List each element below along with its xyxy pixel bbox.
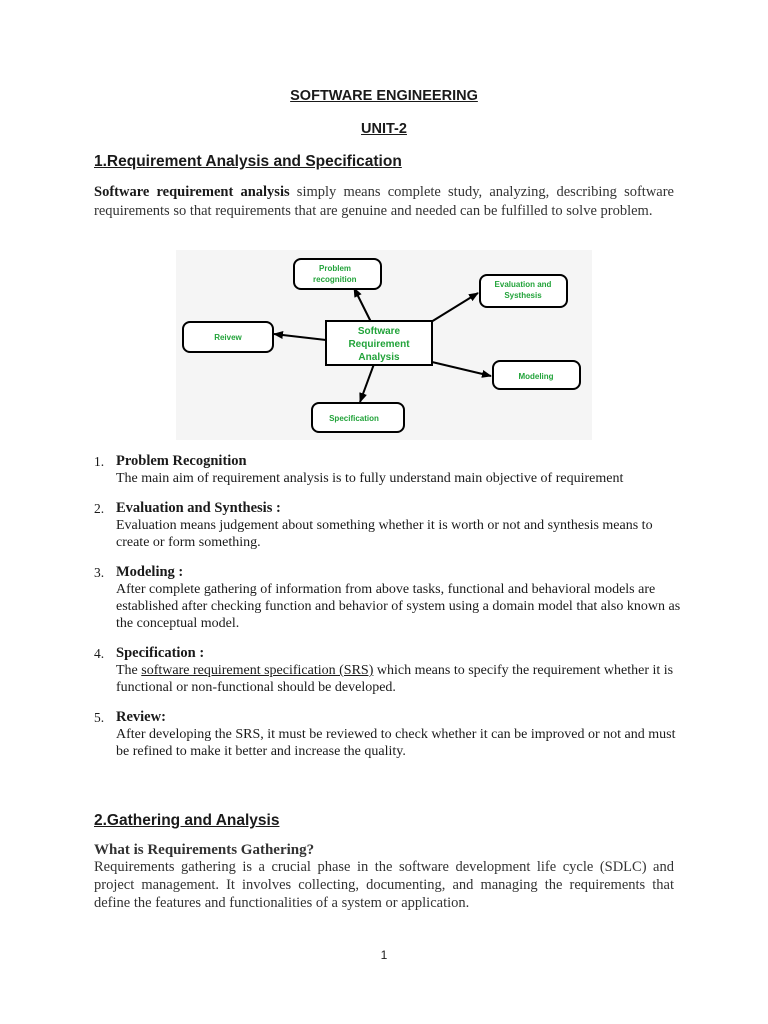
list-item	[94, 563, 684, 632]
list-item	[94, 499, 684, 551]
specification-label: Specification	[329, 414, 379, 423]
section-1-heading: 1.Requirement Analysis and Specification	[94, 153, 402, 170]
requirement-analysis-diagram	[176, 250, 592, 440]
item-body-post: which means to specify the requirement whether it is functional or non-functional should be developed.	[116, 663, 674, 695]
review-label: Reivew	[214, 333, 242, 342]
evaluation-label-1: Evaluation and	[494, 280, 552, 289]
page-number: 1	[380, 948, 388, 962]
item-heading: Specification :	[116, 645, 205, 661]
item-body: After complete gathering of information from above tasks, functional and behavioral models are established after checking function and behavior of system using a domain model that also known as the conceptual model.	[116, 582, 681, 631]
item-number: 1.	[94, 454, 105, 469]
requirement-steps-list	[94, 452, 684, 772]
list-item	[94, 708, 684, 760]
center-label-2: Requirement	[348, 339, 410, 350]
requirements-gathering-paragraph: Requirements gathering is a crucial phase in the software development life cycle (SDLC) and project management. It involves collecting, documenting, and managing the requirements that define the features and functionalities of a system or application.	[94, 859, 674, 911]
list-item	[94, 644, 684, 696]
intro-paragraph	[94, 183, 674, 220]
item-body: Evaluation means judgement about something whether it is worth or not and synthesis means to create or form something.	[116, 518, 653, 550]
list-item	[94, 452, 684, 487]
item-heading: Evaluation and Synthesis :	[116, 500, 281, 516]
item-heading: Modeling :	[116, 564, 184, 580]
problem-label-1: Problem	[319, 264, 352, 273]
modeling-label: Modeling	[518, 372, 554, 381]
unit-heading: UNIT-2	[361, 121, 407, 137]
item-body	[116, 662, 684, 696]
item-heading: Problem Recognition	[116, 453, 247, 469]
item-number: 3.	[94, 565, 105, 580]
srs-link[interactable]: software requirement specification (SRS)	[141, 663, 374, 678]
item-heading: Review:	[116, 709, 166, 725]
item-number: 5.	[94, 710, 105, 725]
item-number: 4.	[94, 646, 105, 661]
center-label-3: Analysis	[358, 352, 400, 363]
intro-term: Software requirement analysis	[94, 184, 290, 200]
problem-label-2: recognition	[313, 275, 357, 284]
subheading-question: What is Requirements Gathering?	[94, 842, 315, 858]
center-label-1: Software	[357, 326, 401, 337]
item-body: After developing the SRS, it must be reviewed to check whether it can be improved or not and must be refined to make it better and increase the quality.	[116, 727, 676, 759]
section-2-heading: 2.Gathering and Analysis	[94, 812, 280, 829]
evaluation-label-2: Systhesis	[504, 291, 542, 300]
item-body: The main aim of requirement analysis is to fully understand main objective of requirement	[116, 471, 624, 486]
item-number: 2.	[94, 501, 105, 516]
item-body-pre: The	[116, 663, 142, 678]
document-title: SOFTWARE ENGINEERING	[290, 88, 478, 104]
intro-text: simply means complete study, analyzing, describing software requirements so that requirements that are genuine and needed can be fulfilled to solve problem.	[94, 184, 674, 219]
